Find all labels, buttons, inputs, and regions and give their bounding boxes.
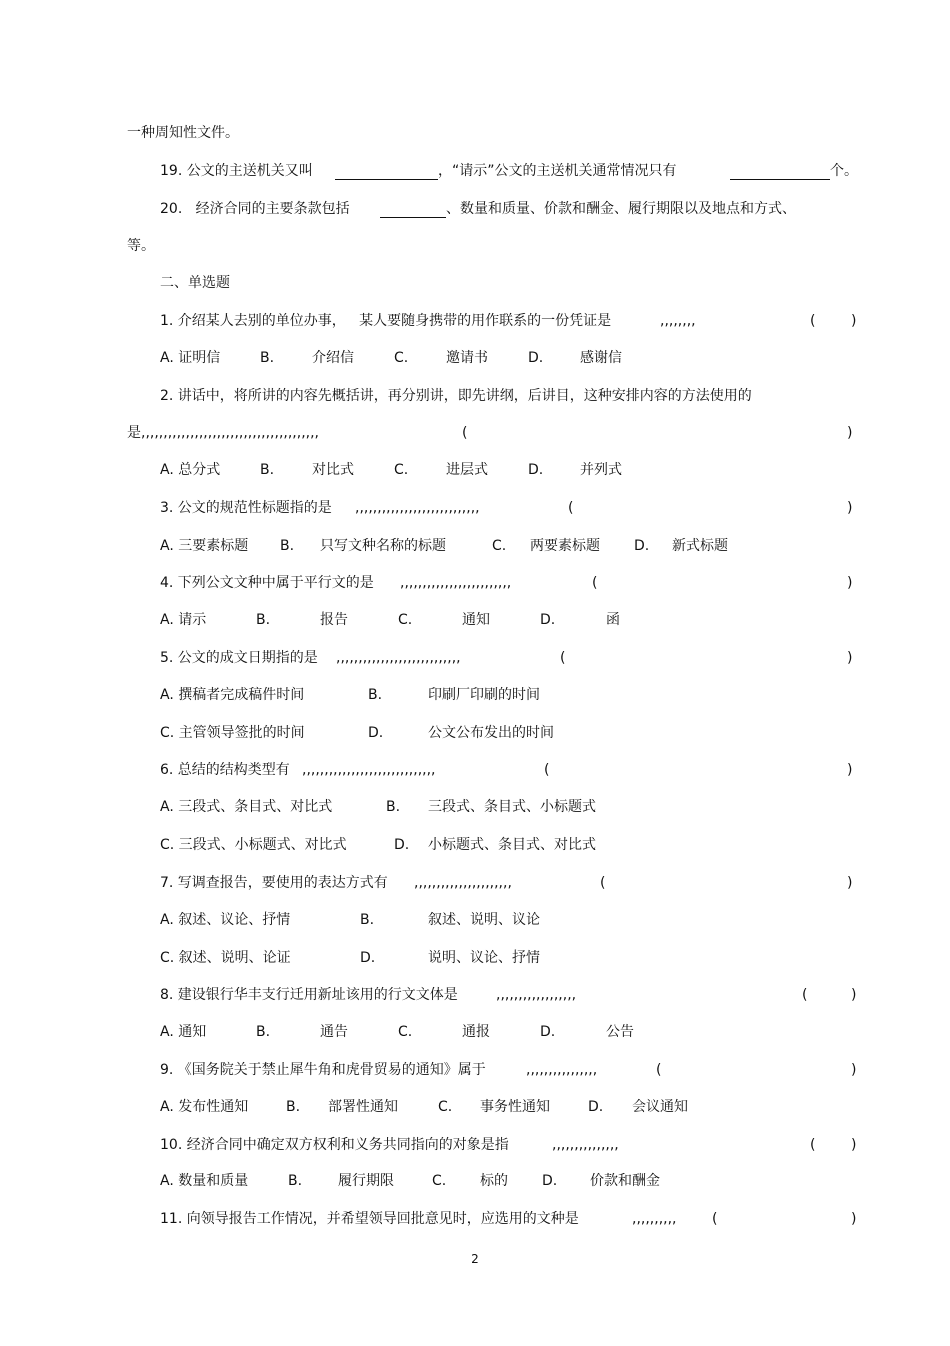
answer-close-paren: ) [847,500,853,516]
option-d: 新式标题 [672,538,728,554]
option-d: 说明、议论、抒情 [428,950,540,966]
option-label-b: B. [280,538,295,554]
answer-open-paren: ( [656,1062,662,1078]
answer-close-paren: ) [851,313,857,329]
option-a: A. 三要素标题 [160,538,249,554]
option-label-c: C. [394,350,409,366]
question-5-stem: 5. 公文的成文日期指的是 [160,650,318,666]
answer-close-paren: ) [847,762,853,778]
option-b: 通告 [320,1024,348,1040]
question-19-middle: ，“请示”公文的主送机关通常情况只有 [438,163,677,179]
option-a: A. 叙述、议论、抒情 [160,912,291,928]
question-1-stem: 1. 介绍某人去别的单位办事， 某人要随身携带的用作联系的一份凭证是 [160,313,612,329]
option-label-d: D. [528,350,544,366]
question-9-dots: ,,,,,,,,,,,,,,,, [526,1062,598,1078]
option-b: 叙述、说明、议论 [428,912,540,928]
option-label-c: C. [398,1024,413,1040]
question-7-stem: 7. 写调查报告，要使用的表达方式有 [160,875,388,891]
answer-close-paren: ) [851,987,857,1003]
option-d: 会议通知 [632,1099,688,1115]
question-20-end: 等。 [127,238,155,254]
answer-open-paren: ( [568,500,574,516]
answer-open-paren: ( [712,1211,718,1227]
question-3-stem: 3. 公文的规范性标题指的是 [160,500,332,516]
option-b: 三段式、条目式、小标题式 [428,799,596,815]
fill-blank[interactable] [730,165,830,180]
answer-open-paren: ( [810,1137,816,1153]
option-b: 报告 [320,612,348,628]
option-b: 介绍信 [312,350,354,366]
option-label-b: B. [386,799,401,815]
option-c: C. 叙述、说明、论证 [160,950,291,966]
question-20-middle: 、数量和质量、价款和酬金、履行期限以及地点和方式、 [446,201,796,217]
question-19-end: 个。 [830,163,858,179]
option-label-d: D. [540,612,556,628]
option-label-d: D. [528,462,544,478]
question-10-dots: ,,,,,,,,,,,,,,, [552,1137,619,1153]
option-b: 履行期限 [338,1173,394,1189]
answer-close-paren: ) [851,1211,857,1227]
option-b: 对比式 [312,462,354,478]
question-4-stem: 4. 下列公文文种中属于平行文的是 [160,575,374,591]
fill-blank[interactable] [380,203,446,218]
option-label-d: D. [588,1099,604,1115]
answer-open-paren: ( [810,313,816,329]
option-label-b: B. [288,1173,303,1189]
option-a: A. 数量和质量 [160,1173,249,1189]
option-c: C. 主管领导签批的时间 [160,725,305,741]
question-19-stem: 19. 公文的主送机关又叫 [160,163,313,179]
option-label-b: B. [260,350,275,366]
option-a: A. 总分式 [160,462,221,478]
question-20-stem: 20. 经济合同的主要条款包括 [160,201,350,217]
question-8-dots: ,,,,,,,,,,,,,,,,,, [496,987,577,1003]
option-b: 只写文种名称的标题 [320,538,446,554]
question-8-stem: 8. 建设银行华丰支行迁用新址该用的行文文体是 [160,987,458,1003]
option-c: 进层式 [446,462,488,478]
question-1-dots: ,,,,,,,, [660,313,696,329]
option-label-b: B. [286,1099,301,1115]
option-label-d: D. [360,950,376,966]
answer-open-paren: ( [544,762,550,778]
answer-close-paren: ) [851,1137,857,1153]
option-a: A. 请示 [160,612,207,628]
option-label-c: C. [398,612,413,628]
question-11-dots: ,,,,,,,,,, [632,1211,677,1227]
question-9-stem: 9. 《国务院关于禁止犀牛角和虎骨贸易的通知》属于 [160,1062,486,1078]
section-heading: 二、单选题 [160,275,230,291]
option-label-b: B. [360,912,375,928]
option-label-b: B. [256,612,271,628]
option-a: A. 发布性通知 [160,1099,249,1115]
answer-open-paren: ( [592,575,598,591]
answer-open-paren: ( [802,987,808,1003]
question-5-dots: ,,,,,,,,,,,,,,,,,,,,,,,,,,,, [336,650,461,666]
option-c: 通知 [462,612,490,628]
answer-close-paren: ) [847,575,853,591]
option-c: C. 三段式、小标题式、对比式 [160,837,347,853]
option-label-d: D. [394,837,410,853]
question-3-dots: ,,,,,,,,,,,,,,,,,,,,,,,,,,,, [355,500,480,516]
answer-close-paren: ) [847,650,853,666]
option-c: 标的 [480,1173,508,1189]
question-6-dots: ,,,,,,,,,,,,,,,,,,,,,,,,,,,,,, [302,762,436,778]
option-d: 公告 [606,1024,634,1040]
option-label-b: B. [260,462,275,478]
answer-close-paren: ) [851,1062,857,1078]
option-c: 事务性通知 [480,1099,550,1115]
answer-open-paren: ( [560,650,566,666]
option-label-d: D. [540,1024,556,1040]
option-label-c: C. [394,462,409,478]
question-7-dots: ,,,,,,,,,,,,,,,,,,,,,, [414,875,512,891]
option-label-c: C. [432,1173,447,1189]
option-a: A. 通知 [160,1024,207,1040]
option-label-c: C. [492,538,507,554]
option-c: 通报 [462,1024,490,1040]
answer-open-paren: ( [600,875,606,891]
option-label-b: B. [256,1024,271,1040]
question-10-stem: 10. 经济合同中确定双方权利和义务共同指向的对象是指 [160,1137,509,1153]
option-label-c: C. [438,1099,453,1115]
question-2-stem: 2. 讲话中，将所讲的内容先概括讲，再分别讲，即先讲纲，后讲目，这种安排内容的方法使用的 [160,388,752,404]
option-label-d: D. [368,725,384,741]
page-number: 2 [471,1252,479,1266]
answer-close-paren: ) [847,425,853,441]
answer-close-paren: ) [847,875,853,891]
option-a: A. 撰稿者完成稿件时间 [160,687,305,703]
question-11-stem: 11. 向领导报告工作情况，并希望领导回批意见时，应选用的文种是 [160,1211,579,1227]
option-d: 并列式 [580,462,622,478]
option-c: 邀请书 [446,350,488,366]
question-2-stem-cont: 是,,,,,,,,,,,,,,,,,,,,,,,,,,,,,,,,,,,,,,,, [127,425,320,441]
paragraph-continuation: 一种周知性文件。 [127,125,239,141]
option-d: 函 [606,612,620,628]
option-d: 小标题式、条目式、对比式 [428,837,596,853]
option-d: 价款和酬金 [590,1173,660,1189]
option-c: 两要素标题 [530,538,600,554]
option-d: 感谢信 [580,350,622,366]
fill-blank[interactable] [335,165,438,180]
option-d: 公文公布发出的时间 [428,725,554,741]
question-6-stem: 6. 总结的结构类型有 [160,762,290,778]
option-b: 印刷厂印刷的时间 [428,687,540,703]
option-b: 部署性通知 [328,1099,398,1115]
question-4-dots: ,,,,,,,,,,,,,,,,,,,,,,,,, [400,575,512,591]
option-label-d: D. [634,538,650,554]
answer-open-paren: ( [462,425,468,441]
option-label-b: B. [368,687,383,703]
option-a: A. 证明信 [160,350,221,366]
option-label-d: D. [542,1173,558,1189]
option-a: A. 三段式、条目式、对比式 [160,799,333,815]
